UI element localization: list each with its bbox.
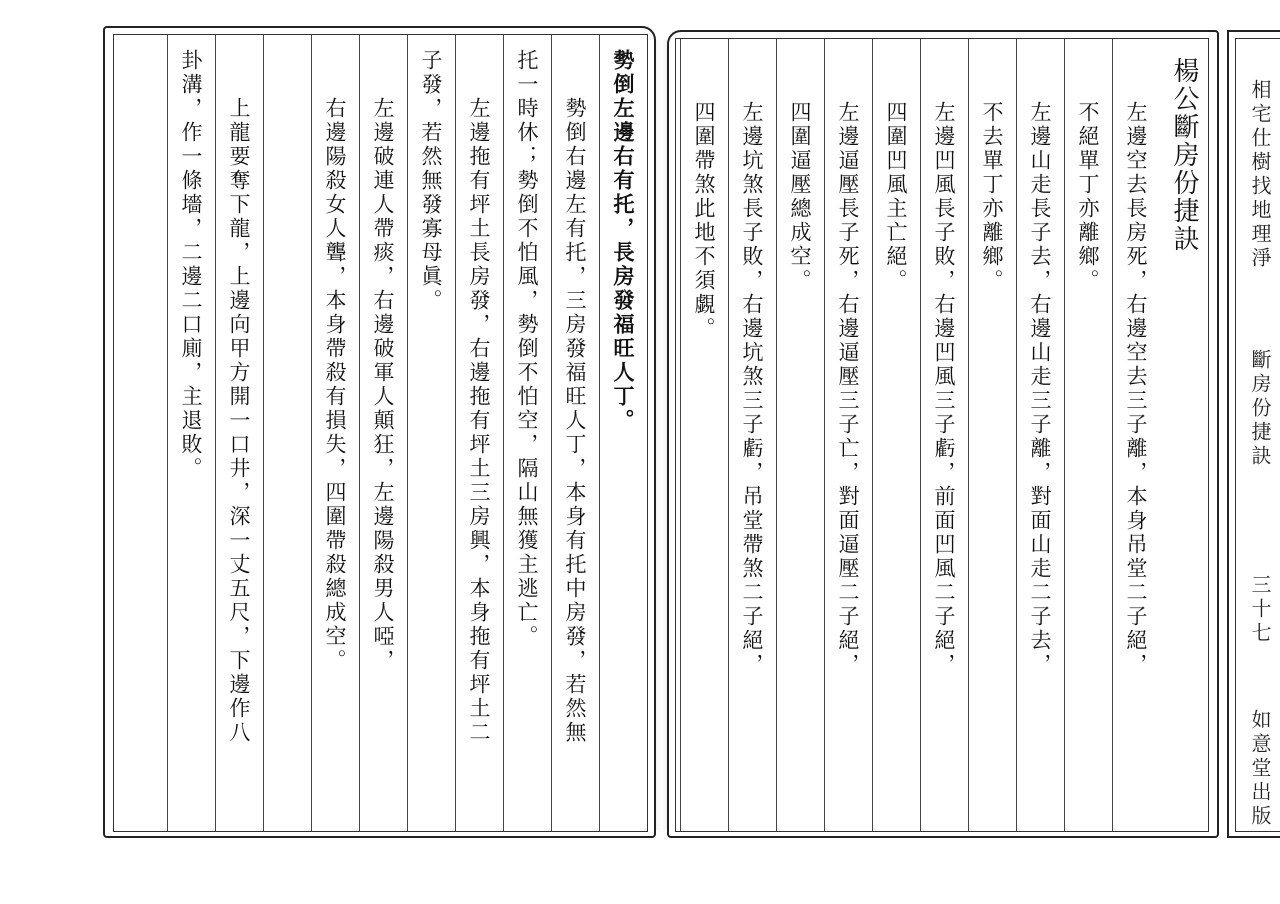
next-page-frame	[1235, 38, 1280, 832]
text-column	[311, 35, 359, 831]
text-column	[599, 35, 647, 831]
text-column	[215, 35, 263, 831]
column-text: 四圍帶煞此地不須覷。	[692, 101, 716, 341]
text-column	[728, 39, 776, 831]
text-column	[359, 35, 407, 831]
column-text: 勢倒右邊左有托，三房發福旺人丁，本身有托中房發，若然無	[563, 97, 587, 745]
text-column	[872, 39, 920, 831]
right-page	[667, 30, 1219, 838]
text-column	[824, 39, 872, 831]
column-text: 左邊拖有坪土長房發，右邊拖有坪土三房興，本身拖有坪土二	[467, 97, 491, 745]
column-text: 上龍要奪下龍，上邊向甲方開一口井，深一丈五尺，下邊作八	[227, 97, 251, 745]
column-text: 勢倒左邊右有托，長房發福旺人丁。	[611, 49, 636, 433]
column-text: 四圍凹風主亡絕。	[884, 101, 908, 293]
column-text: 左邊破連人帶痰，右邊破軍人顛狂，左邊陽殺男人啞，	[371, 97, 395, 673]
column-text: 左邊坑煞長子敗，右邊坑煞三子虧，吊堂帶煞二子絕，	[740, 101, 764, 677]
left-page	[103, 26, 656, 838]
column-text: 四圍逼壓總成空。	[788, 101, 812, 293]
page-title: 楊公斷房份捷訣	[1169, 57, 1199, 253]
text-column	[263, 35, 311, 831]
left-page-frame	[113, 34, 648, 832]
column-text: 卦溝，作一條墻，二邊二口廁，主退敗。	[179, 49, 203, 481]
text-column	[407, 35, 455, 831]
next-page-fragment	[1227, 30, 1280, 838]
right-page-frame	[675, 38, 1209, 832]
page-title-column	[1160, 39, 1208, 831]
text-column	[455, 35, 503, 831]
book-gutter	[656, 40, 667, 830]
column-text: 不去單丁亦離鄉。	[980, 101, 1004, 293]
text-column	[920, 39, 968, 831]
column-text: 右邊陽殺女人聾，本身帶殺有損失，四圍帶殺總成空。	[323, 97, 347, 673]
next-page-header-text: 相宅仕樹找地理淨	[1248, 79, 1272, 271]
next-page-section-title: 斷房份捷訣	[1248, 349, 1272, 469]
text-column	[1112, 39, 1160, 831]
column-text: 左邊山走長子去，右邊山走三子離，對面山走二子去，	[1028, 101, 1052, 677]
text-column	[968, 39, 1016, 831]
column-text: 左邊逼壓長子死，右邊逼壓三子亡，對面逼壓二子絕，	[836, 101, 860, 677]
text-column	[1016, 39, 1064, 831]
text-column	[503, 35, 551, 831]
text-column	[680, 39, 728, 831]
column-text: 左邊凹風長子敗，右邊凹風三子虧，前面凹風二子絕，	[932, 101, 956, 677]
text-column	[167, 35, 215, 831]
text-column	[1064, 39, 1112, 831]
column-text: 子發，若然無發寡母眞。	[419, 49, 443, 313]
text-column	[776, 39, 824, 831]
text-column	[551, 35, 599, 831]
column-text: 不絕單丁亦離鄉。	[1076, 101, 1100, 293]
next-page-publisher: 如意堂出版	[1248, 709, 1272, 829]
column-text: 左邊空去長房死，右邊空去三子離，本身吊堂二子絕，	[1124, 101, 1148, 677]
column-text: 托一時休；勢倒不怕風，勢倒不怕空，隔山無獲主逃亡。	[515, 49, 539, 649]
next-page-number: 三十七	[1248, 574, 1272, 646]
